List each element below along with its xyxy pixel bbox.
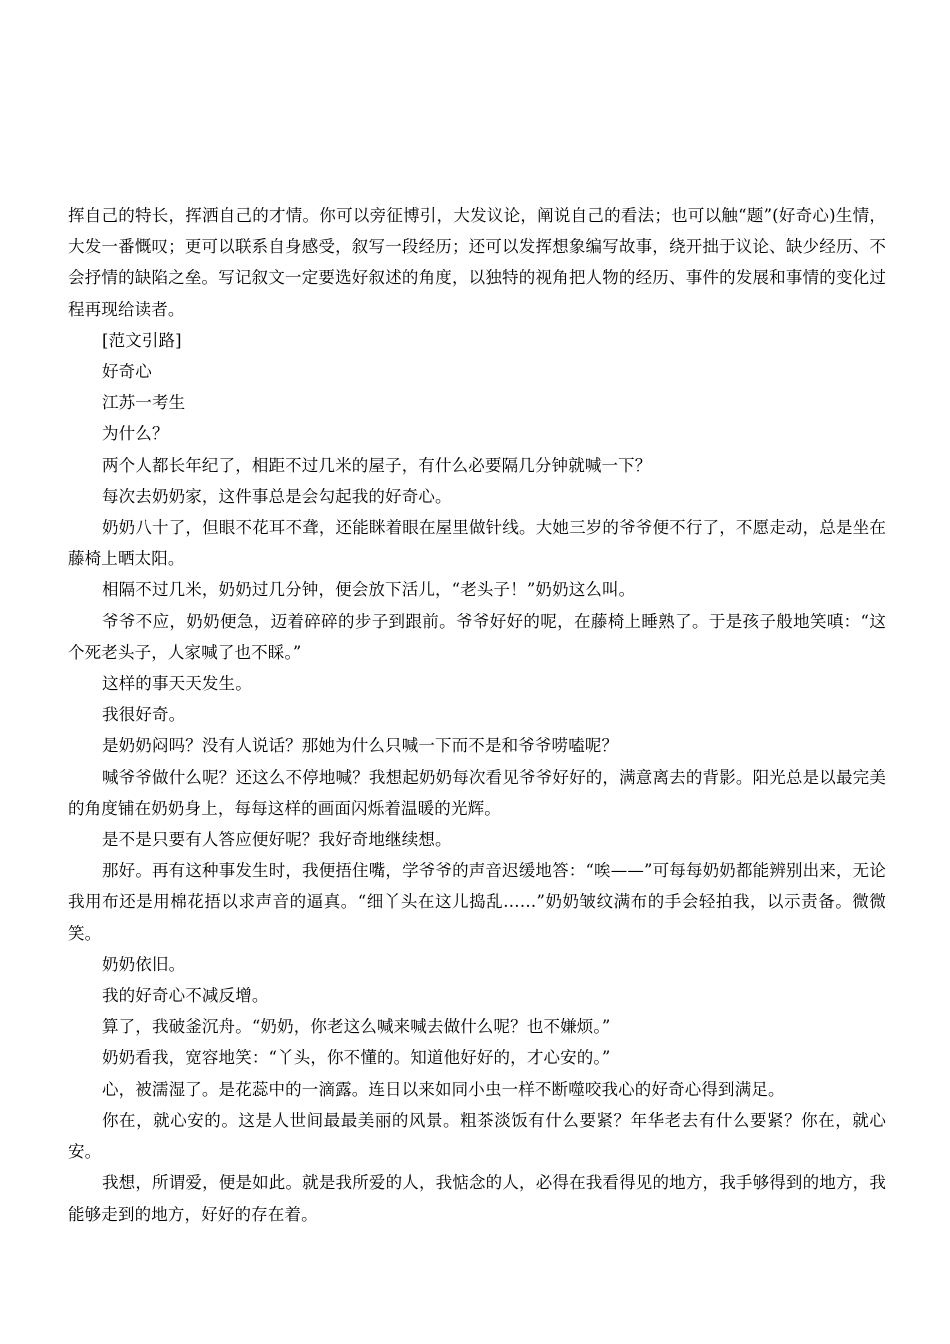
paragraph: 我的好奇心不减反增。 bbox=[102, 986, 269, 1006]
paragraph: 是不是只要有人答应便好呢？我好奇地继续想。 bbox=[102, 830, 452, 850]
section-heading: [范文引路] bbox=[102, 330, 182, 350]
paragraph: 奶奶看我，宽容地笑：“丫头，你不懂的。知道他好好的，才心安的。” bbox=[102, 1048, 611, 1068]
intro-paragraph: 挥自己的特长，挥洒自己的才情。你可以旁征博引，大发议论，阐说自己的看法；也可以触“题”(好奇心)生情，大发一番慨叹；更可以联系自身感受，叙写一段经历；还可以发挥想象编写故事，绕开拙于议论、缺少经历、不会抒情的缺陷之垒。写记叙文一定要选好叙述的角度，以独特的视角把人物的经历、事件的发展和事情的变化过程再现给读者。 bbox=[68, 206, 886, 319]
paragraph: 两个人都长年纪了，相距不过几米的屋子，有什么必要隔几分钟就喊一下？ bbox=[102, 455, 652, 475]
paragraph: 我想，所谓爱，便是如此。就是我所爱的人，我惦念的人，必得在我看得见的地方，我手够得到的地方，我能够走到的地方，好好的存在着。 bbox=[68, 1173, 886, 1224]
paragraph: 爷爷不应，奶奶便急，迈着碎碎的步子到跟前。爷爷好好的呢，在藤椅上睡熟了。于是孩子般地笑嗔：“这个死老头子，人家喊了也不睬。” bbox=[68, 611, 886, 662]
essay-title: 好奇心 bbox=[102, 362, 152, 382]
paragraph: 奶奶依旧。 bbox=[102, 954, 186, 974]
paragraph: 喊爷爷做什么呢？还这么不停地喊？我想起奶奶每次看见爷爷好好的，满意离去的背影。阳光总是以最完美的角度铺在奶奶身上，每每这样的画面闪烁着温暖的光辉。 bbox=[68, 767, 886, 818]
paragraph: 我很好奇。 bbox=[102, 705, 186, 725]
paragraph: 相隔不过几米，奶奶过几分钟，便会放下活儿，“老头子！”奶奶这么叫。 bbox=[102, 580, 636, 600]
paragraph: 你在，就心安的。这是人世间最最美丽的风景。粗茶淡饭有什么要紧？年华老去有什么要紧？你在，就心安。 bbox=[68, 1110, 886, 1162]
essay-text bbox=[68, 200, 886, 1230]
paragraph: 是奶奶闷吗？没有人说话？那她为什么只喊一下而不是和爷爷唠嗑呢？ bbox=[102, 736, 619, 756]
essay-author: 江苏一考生 bbox=[102, 393, 186, 413]
paragraph: 这样的事天天发生。 bbox=[102, 674, 252, 694]
paragraph: 算了，我破釜沉舟。“奶奶，你老这么喊来喊去做什么呢？也不嫌烦。” bbox=[102, 1017, 611, 1037]
paragraph: 那好。再有这种事发生时，我便捂住嘴，学爷爷的声音迟缓地答：“唉——”可每每奶奶都能辨别出来，无论我用布还是用棉花捂以求声音的逼真。“细丫头在这儿捣乱……”奶奶皱纹满布的手会轻拍我，以示责备。微微笑。 bbox=[68, 861, 886, 943]
paragraph: 奶奶八十了，但眼不花耳不聋，还能眯着眼在屋里做针线。大她三岁的爷爷便不行了，不愿走动，总是坐在藤椅上晒太阳。 bbox=[68, 518, 886, 569]
paragraph: 每次去奶奶家，这件事总是会勾起我的好奇心。 bbox=[102, 486, 452, 506]
paragraph: 为什么？ bbox=[102, 424, 169, 444]
paragraph: 心，被濡湿了。是花蕊中的一滴露。连日以来如同小虫一样不断噬咬我心的好奇心得到满足。 bbox=[102, 1079, 785, 1099]
